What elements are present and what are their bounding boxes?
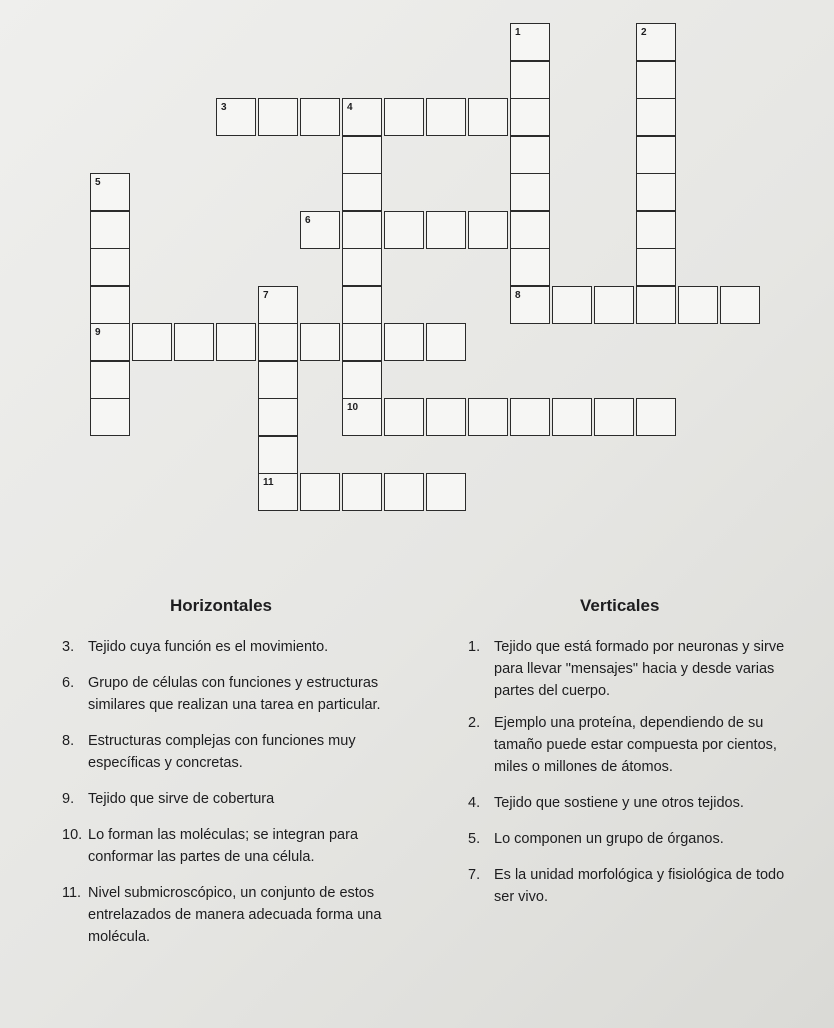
clue-5-down	[468, 828, 808, 850]
vertical-clue-list	[468, 636, 808, 908]
crossword-cell[interactable]	[90, 323, 130, 361]
crossword-cell[interactable]	[384, 98, 424, 136]
horizontal-heading: Horizontales	[170, 596, 273, 615]
crossword-cell[interactable]	[216, 98, 256, 136]
crossword-cell[interactable]	[300, 473, 340, 511]
crossword-cell[interactable]	[174, 323, 214, 361]
crossword-cell[interactable]	[468, 398, 508, 436]
crossword-cell[interactable]	[426, 473, 466, 511]
crossword-cell[interactable]	[510, 398, 550, 436]
clue-text: Tejido cuya función es el movimiento.	[88, 639, 329, 655]
crossword-cell[interactable]	[468, 98, 508, 136]
crossword-cell[interactable]	[468, 211, 508, 249]
clue-text: Ejemplo una proteína, dependiendo de su tamaño puede estar compuesta por cientos, miles o millones de átomos.	[494, 715, 777, 775]
crossword-cell[interactable]	[594, 398, 634, 436]
clue-text: Grupo de células con funciones y estructuras similares que realizan una tarea en particular.	[88, 675, 381, 713]
crossword-cell[interactable]	[342, 136, 382, 174]
clue-text: Tejido que está formado por neuronas y sirve para llevar "mensajes" hacia y desde varias partes del cuerpo.	[494, 639, 785, 699]
crossword-cell[interactable]	[510, 173, 550, 211]
cell-number: 11	[263, 477, 274, 488]
crossword-cell[interactable]	[510, 286, 550, 324]
clue-7-down	[468, 864, 808, 908]
clue-number: 11.	[62, 885, 82, 901]
crossword-cell[interactable]	[510, 136, 550, 174]
clue-6-across	[62, 672, 412, 716]
crossword-cell[interactable]	[636, 173, 676, 211]
crossword-cell[interactable]	[426, 398, 466, 436]
crossword-cell[interactable]	[426, 211, 466, 249]
crossword-cell[interactable]	[342, 286, 382, 324]
crossword-cell[interactable]	[342, 248, 382, 286]
crossword-cell[interactable]	[384, 398, 424, 436]
crossword-cell[interactable]	[258, 286, 298, 324]
cell-number: 10	[347, 402, 359, 413]
clue-9-across	[62, 788, 412, 810]
crossword-cell[interactable]	[342, 98, 382, 136]
clue-number: 1.	[468, 639, 481, 655]
clue-text: Tejido que sostiene y une otros tejidos.	[494, 795, 744, 811]
crossword-cell[interactable]	[384, 473, 424, 511]
crossword-cell[interactable]	[384, 211, 424, 249]
crossword-cell[interactable]	[342, 398, 382, 436]
crossword-cell[interactable]	[636, 398, 676, 436]
crossword-cell[interactable]	[342, 173, 382, 211]
clue-3-across	[62, 636, 412, 658]
vertical-heading: Verticales	[580, 596, 660, 615]
clue-number: 2.	[468, 715, 481, 731]
clue-number: 4.	[468, 795, 481, 811]
crossword-cell[interactable]	[636, 211, 676, 249]
clue-number: 8.	[62, 733, 75, 749]
crossword-cell[interactable]	[510, 23, 550, 61]
clue-text: Estructuras complejas con funciones muy específicas y concretas.	[88, 733, 356, 771]
crossword-cell[interactable]	[90, 398, 130, 436]
crossword-cell[interactable]	[342, 323, 382, 361]
crossword-cell[interactable]	[594, 286, 634, 324]
clue-2-down	[468, 712, 808, 778]
crossword-cell[interactable]	[258, 436, 298, 474]
clue-number: 7.	[468, 867, 481, 883]
crossword-cell[interactable]	[342, 361, 382, 399]
crossword-cell[interactable]	[300, 211, 340, 249]
cell-number: 2	[641, 27, 647, 38]
clue-4-down	[468, 792, 808, 814]
crossword-cell[interactable]	[636, 136, 676, 174]
crossword-cell[interactable]	[90, 211, 130, 249]
clue-number: 3.	[62, 639, 75, 655]
clue-number: 10.	[62, 827, 83, 843]
crossword-cell[interactable]	[258, 323, 298, 361]
clue-11-across	[62, 882, 412, 948]
crossword-cell[interactable]	[426, 98, 466, 136]
clue-10-across	[62, 824, 412, 868]
crossword-cell[interactable]	[90, 173, 130, 211]
clue-number: 9.	[62, 791, 75, 807]
crossword-cell[interactable]	[552, 398, 592, 436]
clue-text: Lo forman las moléculas; se integran para conformar las partes de una célula.	[88, 827, 359, 865]
crossword-cell[interactable]	[636, 248, 676, 286]
clue-1-down	[468, 636, 808, 702]
cell-number: 1	[515, 27, 521, 38]
crossword-cell[interactable]	[636, 98, 676, 136]
cell-number: 8	[515, 289, 521, 301]
crossword-cell[interactable]	[132, 323, 172, 361]
crossword-cell[interactable]	[510, 98, 550, 136]
crossword-cell[interactable]	[258, 473, 298, 511]
crossword-cell[interactable]	[258, 98, 298, 136]
crossword-cell[interactable]	[552, 286, 592, 324]
crossword-cell[interactable]	[90, 248, 130, 286]
cell-number: 6	[305, 214, 311, 226]
crossword-cell[interactable]	[636, 61, 676, 99]
clue-text: Tejido que sirve de cobertura	[88, 791, 275, 807]
clue-number: 6.	[62, 675, 75, 691]
cell-number: 7	[263, 289, 269, 301]
crossword-cell[interactable]	[384, 323, 424, 361]
clue-text: Lo componen un grupo de órganos.	[494, 831, 724, 847]
crossword-cell[interactable]	[426, 323, 466, 361]
cell-number: 3	[221, 102, 227, 113]
crossword-cell[interactable]	[216, 323, 256, 361]
clue-number: 5.	[468, 831, 481, 847]
clue-text: Es la unidad morfológica y fisiológica de todo ser vivo.	[494, 867, 785, 905]
cell-number: 5	[95, 177, 101, 188]
crossword-cell[interactable]	[300, 323, 340, 361]
clue-text: Nivel submicroscópico, un conjunto de estos entrelazados de manera adecuada forma una molécula.	[88, 885, 382, 945]
crossword-cell[interactable]	[90, 286, 130, 324]
cell-number: 4	[347, 102, 353, 113]
crossword-cell[interactable]	[258, 398, 298, 436]
crossword-cell[interactable]	[300, 98, 340, 136]
crossword-cell[interactable]	[678, 286, 718, 324]
crossword-cell[interactable]	[636, 23, 676, 61]
crossword-cell[interactable]	[510, 211, 550, 249]
crossword-cell[interactable]	[636, 286, 676, 324]
crossword-cell[interactable]	[342, 473, 382, 511]
crossword-cell[interactable]	[510, 61, 550, 99]
crossword-cell[interactable]	[510, 248, 550, 286]
cell-number: 9	[95, 327, 101, 338]
clue-8-across	[62, 730, 412, 774]
horizontal-clue-list	[62, 636, 412, 948]
crossword-cell[interactable]	[720, 286, 760, 324]
crossword-cell[interactable]	[258, 361, 298, 399]
crossword-cell[interactable]	[342, 211, 382, 249]
crossword-cell[interactable]	[90, 361, 130, 399]
